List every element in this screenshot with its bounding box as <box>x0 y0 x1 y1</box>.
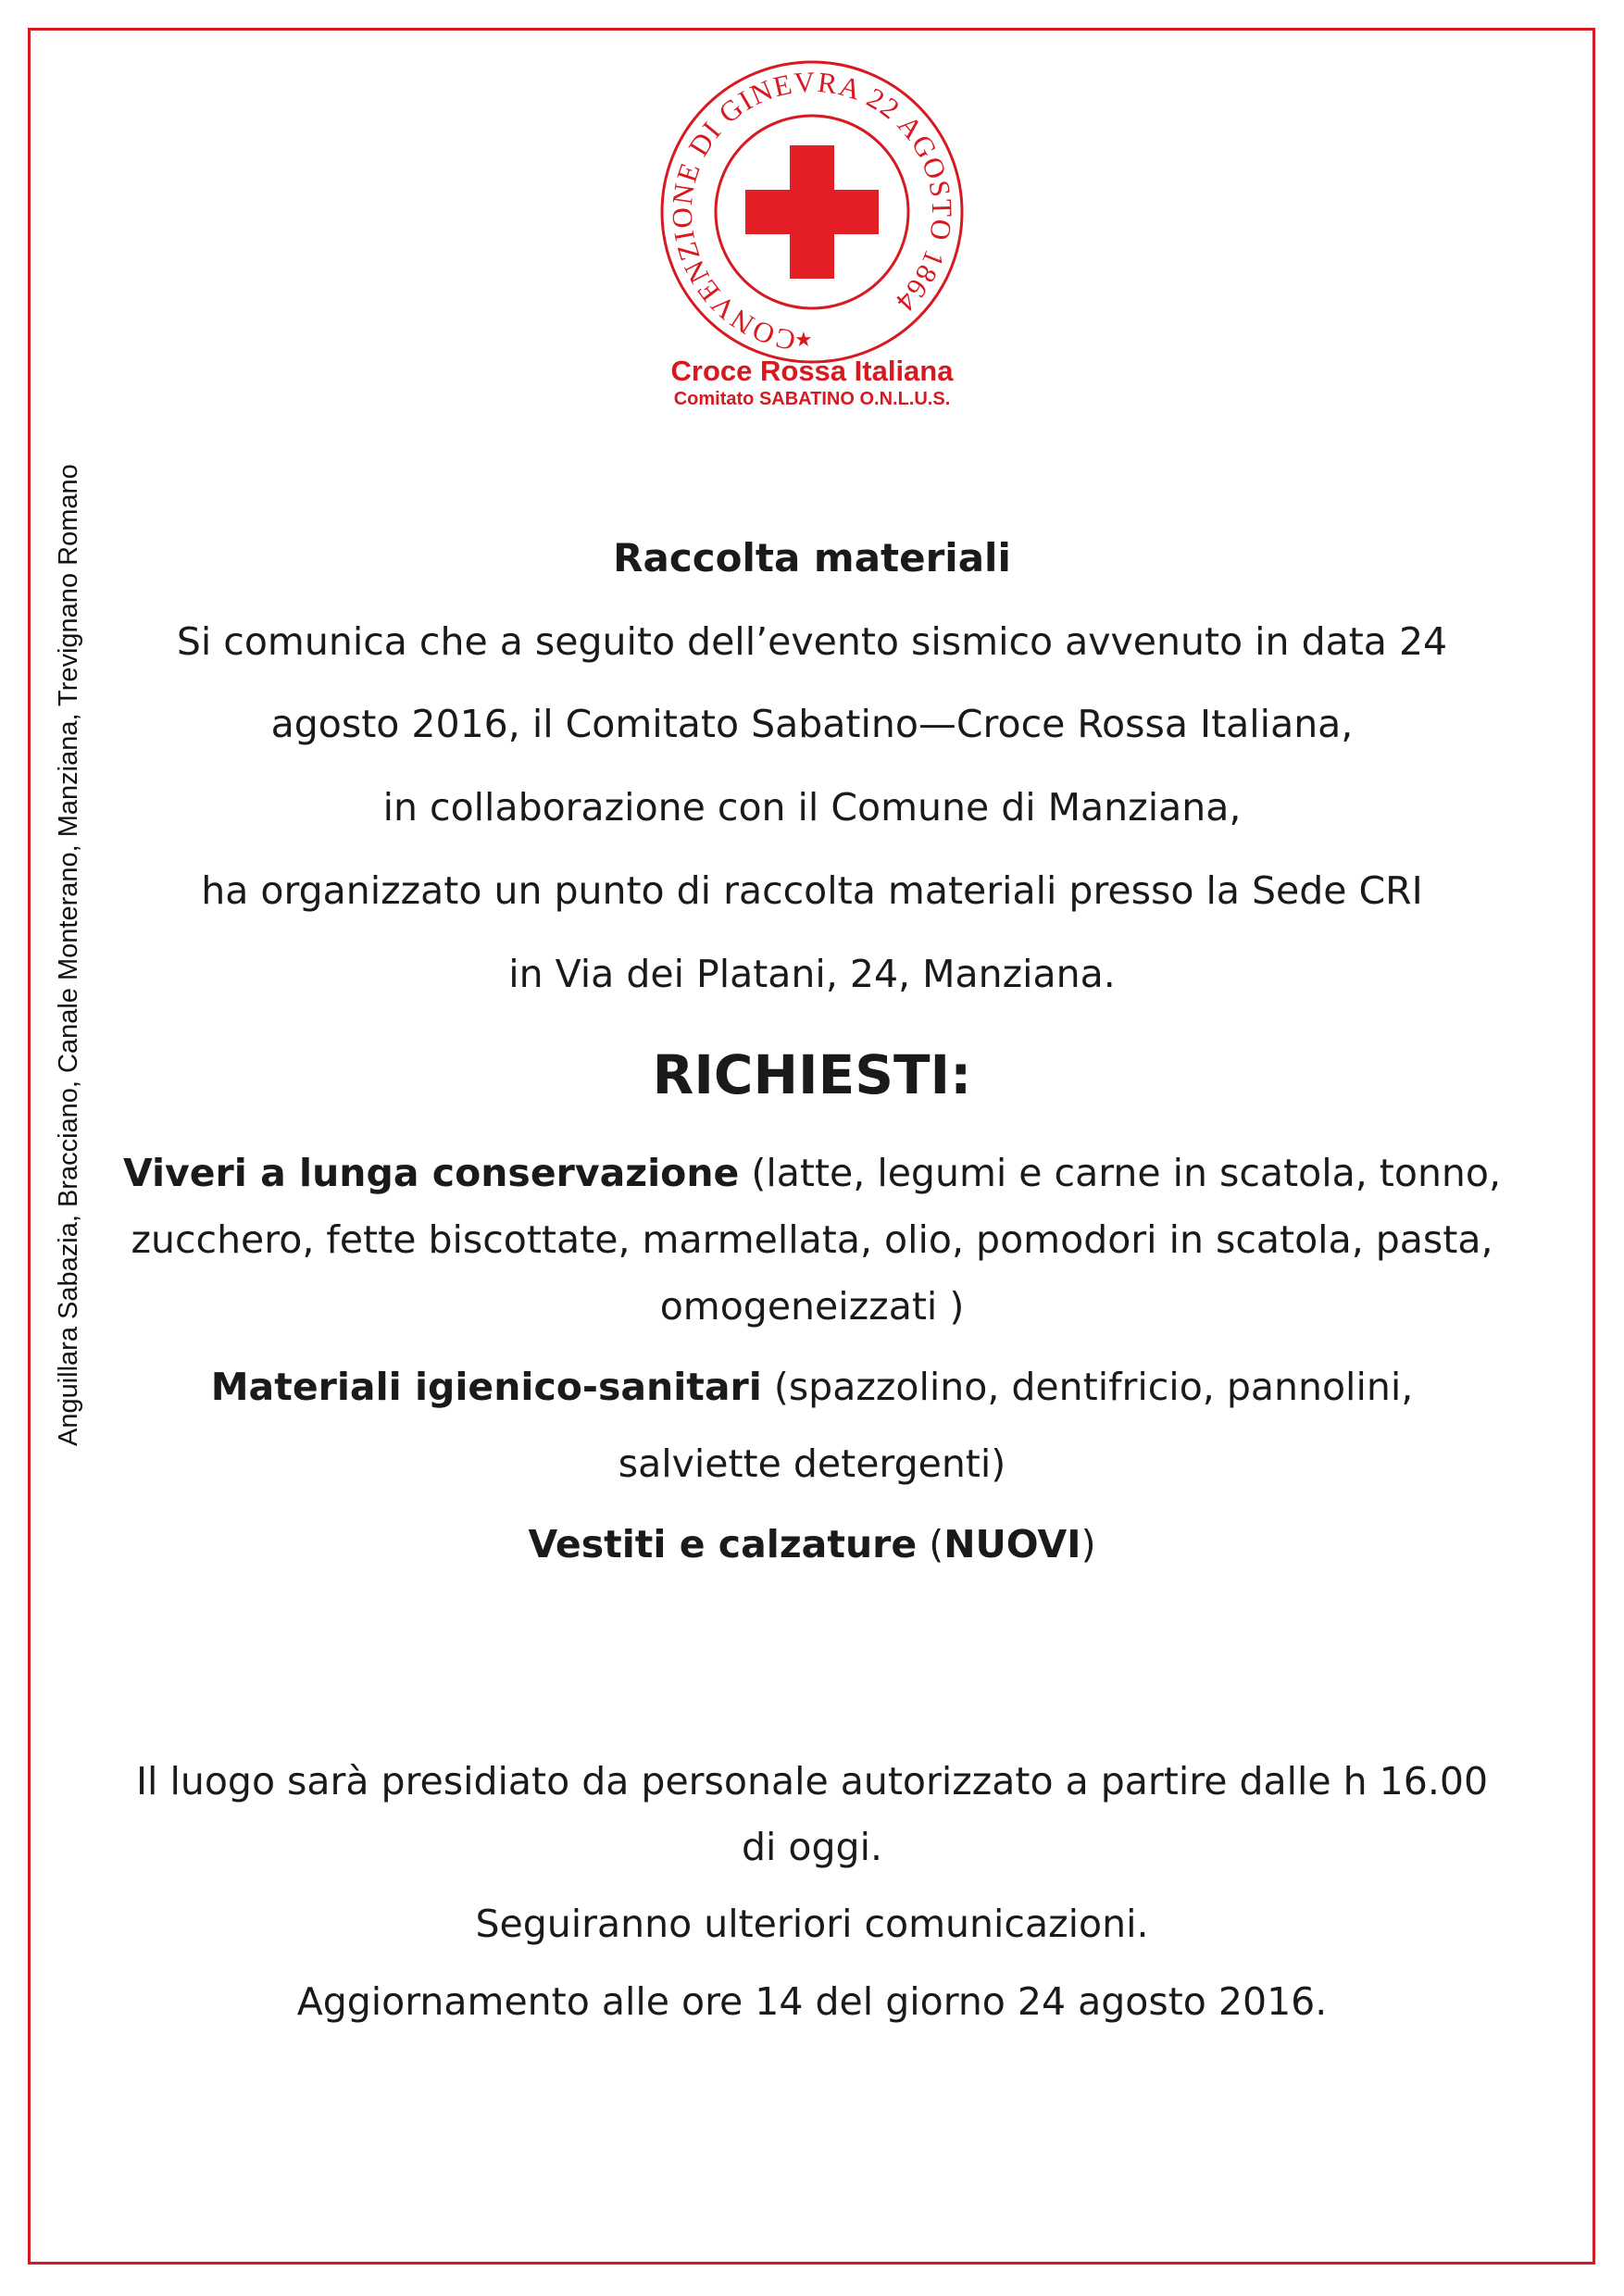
hygiene-label: Materiali igienico-sanitari <box>210 1365 762 1409</box>
clothes-label: Vestiti e calzature <box>528 1522 918 1566</box>
intro-line-5: in Via dei Platani, 24, Manziana. <box>508 952 1116 996</box>
hygiene-line-1 <box>0 1365 1624 1409</box>
food-items-1: (latte, legumi e carne in scatola, tonno, <box>739 1151 1502 1195</box>
side-municipalities-text: Anguillara Sabazia, Bracciano, Canale Monterano, Manziana, Trevignano Romano <box>54 464 83 1446</box>
requests-heading: RICHIESTI: <box>652 1043 972 1106</box>
clothes-line <box>0 1522 1624 1566</box>
food-line-1 <box>0 1151 1624 1195</box>
seal-ring-text: CONVENZIONE DI GINEVRA 22 AGOSTO 1864 <box>665 65 959 357</box>
red-cross-seal-logo <box>657 57 967 367</box>
footer-line-2: di oggi. <box>741 1825 882 1869</box>
red-cross-horizontal <box>745 190 879 234</box>
food-line-2: zucchero, fette biscottate, marmellata, olio, pomodori in scatola, pasta, <box>131 1217 1493 1262</box>
food-line-3: omogeneizzati ) <box>659 1284 965 1329</box>
hygiene-line-2: salviette detergenti) <box>618 1441 1006 1486</box>
footer-line-4: Aggiornamento alle ore 14 del giorno 24 agosto 2016. <box>296 1979 1328 2024</box>
intro-line-4: ha organizzato un punto di raccolta materiali presso la Sede CRI <box>201 868 1423 913</box>
footer-line-1: Il luogo sarà presidiato da personale autorizzato a partire dalle h 16.00 <box>135 1759 1489 1803</box>
clothes-close-paren: ) <box>1081 1522 1096 1566</box>
footer-line-3: Seguiranno ulteriori comunicazioni. <box>475 1902 1149 1946</box>
clothes-open-paren: ( <box>917 1522 944 1566</box>
seal-star-icon: ★ <box>794 329 813 352</box>
intro-line-1: Si comunica che a seguito dell’evento sismico avvenuto in data 24 <box>176 619 1448 664</box>
notice-title: Raccolta materiali <box>613 535 1011 580</box>
hygiene-items-1: (spazzolino, dentifricio, pannolini, <box>761 1365 1414 1409</box>
intro-line-3: in collaborazione con il Comune di Manziana, <box>382 785 1242 830</box>
org-subtitle: Comitato SABATINO O.N.L.U.S. <box>673 389 951 409</box>
food-label: Viveri a lunga conservazione <box>122 1151 740 1195</box>
org-name: Croce Rossa Italiana <box>670 355 954 387</box>
clothes-new-label: NUOVI <box>943 1522 1081 1566</box>
intro-line-2: agosto 2016, il Comitato Sabatino—Croce Rossa Italiana, <box>270 702 1354 746</box>
